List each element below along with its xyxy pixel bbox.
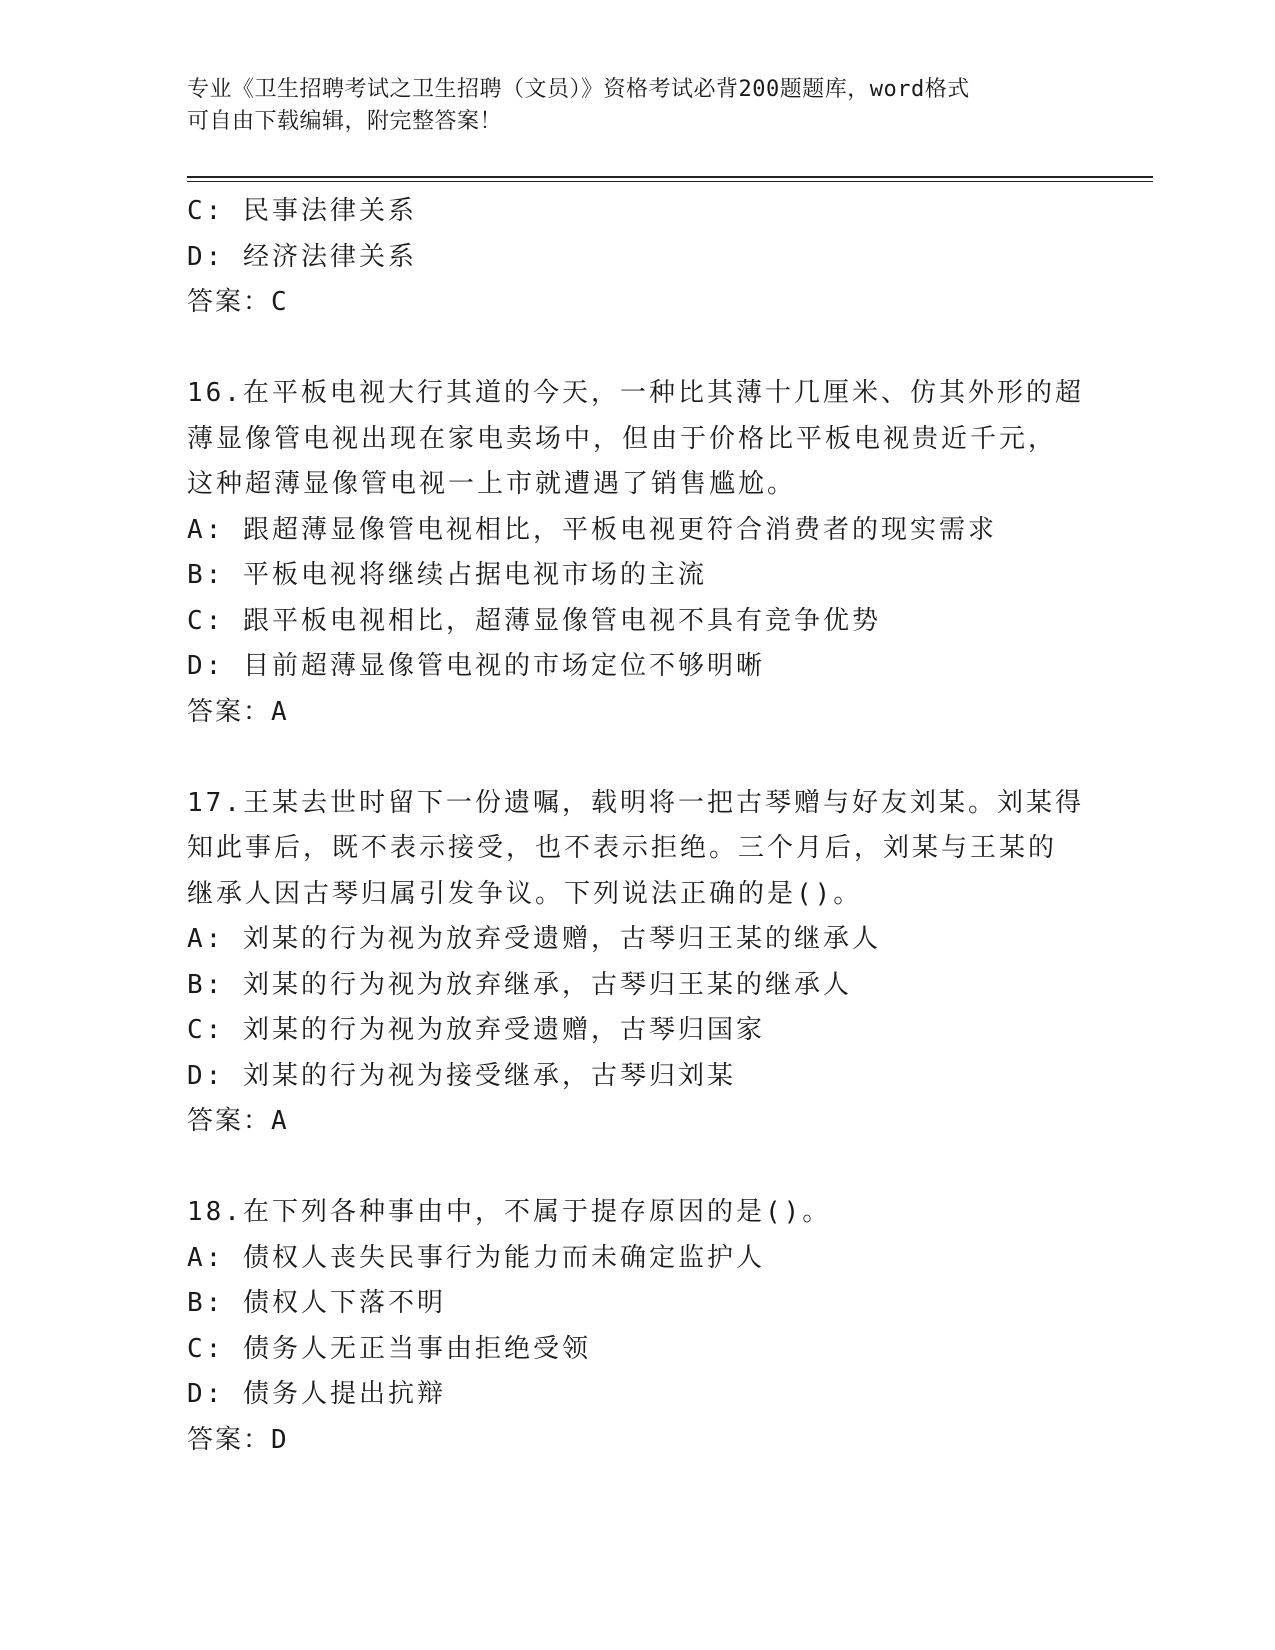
page-header xyxy=(187,74,1087,138)
header-divider-thick xyxy=(187,176,1153,178)
spacer xyxy=(187,735,1087,781)
question-17 xyxy=(187,781,1087,1145)
question-stem-line: 16.在平板电视大行其道的今天，一种比其薄十几厘米、仿其外形的超 xyxy=(187,378,1084,408)
question-stem-line: 18.在下列各种事由中，不属于提存原因的是()。 xyxy=(187,1197,832,1227)
answer-line: 答案：C xyxy=(187,287,289,317)
question-16 xyxy=(187,371,1087,735)
question-list xyxy=(187,189,1087,1463)
question-stem-line: 17.王某去世时留下一份遗嘱，载明将一把古琴赠与好友刘某。刘某得 xyxy=(187,787,1084,818)
option-b: B: 刘某的行为视为放弃继承，古琴归王某的继承人 xyxy=(187,969,852,1000)
option-d: D: 经济法律关系 xyxy=(187,241,417,272)
option-b: B: 债权人下落不明 xyxy=(187,1288,446,1318)
option-c: C: 债务人无正当事由拒绝受领 xyxy=(187,1333,591,1364)
answer-line: 答案：A xyxy=(187,1106,289,1136)
question-stem-line: 这种超薄显像管电视一上市就遭遇了销售尴尬。 xyxy=(187,469,797,499)
option-d: D: 刘某的行为视为接受继承，古琴归刘某 xyxy=(187,1060,736,1091)
option-a: A: 债权人丧失民事行为能力而未确定监护人 xyxy=(187,1242,765,1273)
answer-line: 答案：D xyxy=(187,1424,289,1455)
question-stem-line: 知此事后，既不表示接受，也不表示拒绝。三个月后，刘某与王某的 xyxy=(187,833,1058,863)
spacer xyxy=(187,326,1087,372)
option-a: A: 跟超薄显像管电视相比，平板电视更符合消费者的现实需求 xyxy=(187,514,997,545)
question-18 xyxy=(187,1190,1087,1463)
header-title-line-1: 专业《卫生招聘考试之卫生招聘（文员）》资格考试必背200题题库，word格式 xyxy=(187,77,970,102)
answer-line: 答案：A xyxy=(187,696,289,727)
question-stem-line: 薄显像管电视出现在家电卖场中，但由于价格比平板电视贵近千元， xyxy=(187,423,1058,454)
option-c: C: 跟平板电视相比，超薄显像管电视不具有竞争优势 xyxy=(187,605,881,636)
question-15-tail xyxy=(187,189,1087,326)
option-a: A: 刘某的行为视为放弃受遗赠，古琴归王某的继承人 xyxy=(187,924,881,954)
option-b: B: 平板电视将继续占据电视市场的主流 xyxy=(187,560,707,590)
option-d: D: 目前超薄显像管电视的市场定位不够明晰 xyxy=(187,651,765,681)
option-d: D: 债务人提出抗辩 xyxy=(187,1379,446,1409)
spacer xyxy=(187,1145,1087,1191)
option-c: C: 民事法律关系 xyxy=(187,196,417,226)
question-stem-line: 继承人因古琴归属引发争议。下列说法正确的是()。 xyxy=(187,878,863,909)
header-divider-thin xyxy=(187,181,1153,182)
header-title-line-2: 可自由下载编辑，附完整答案！ xyxy=(187,109,503,134)
option-c: C: 刘某的行为视为放弃受遗赠，古琴归国家 xyxy=(187,1015,765,1045)
